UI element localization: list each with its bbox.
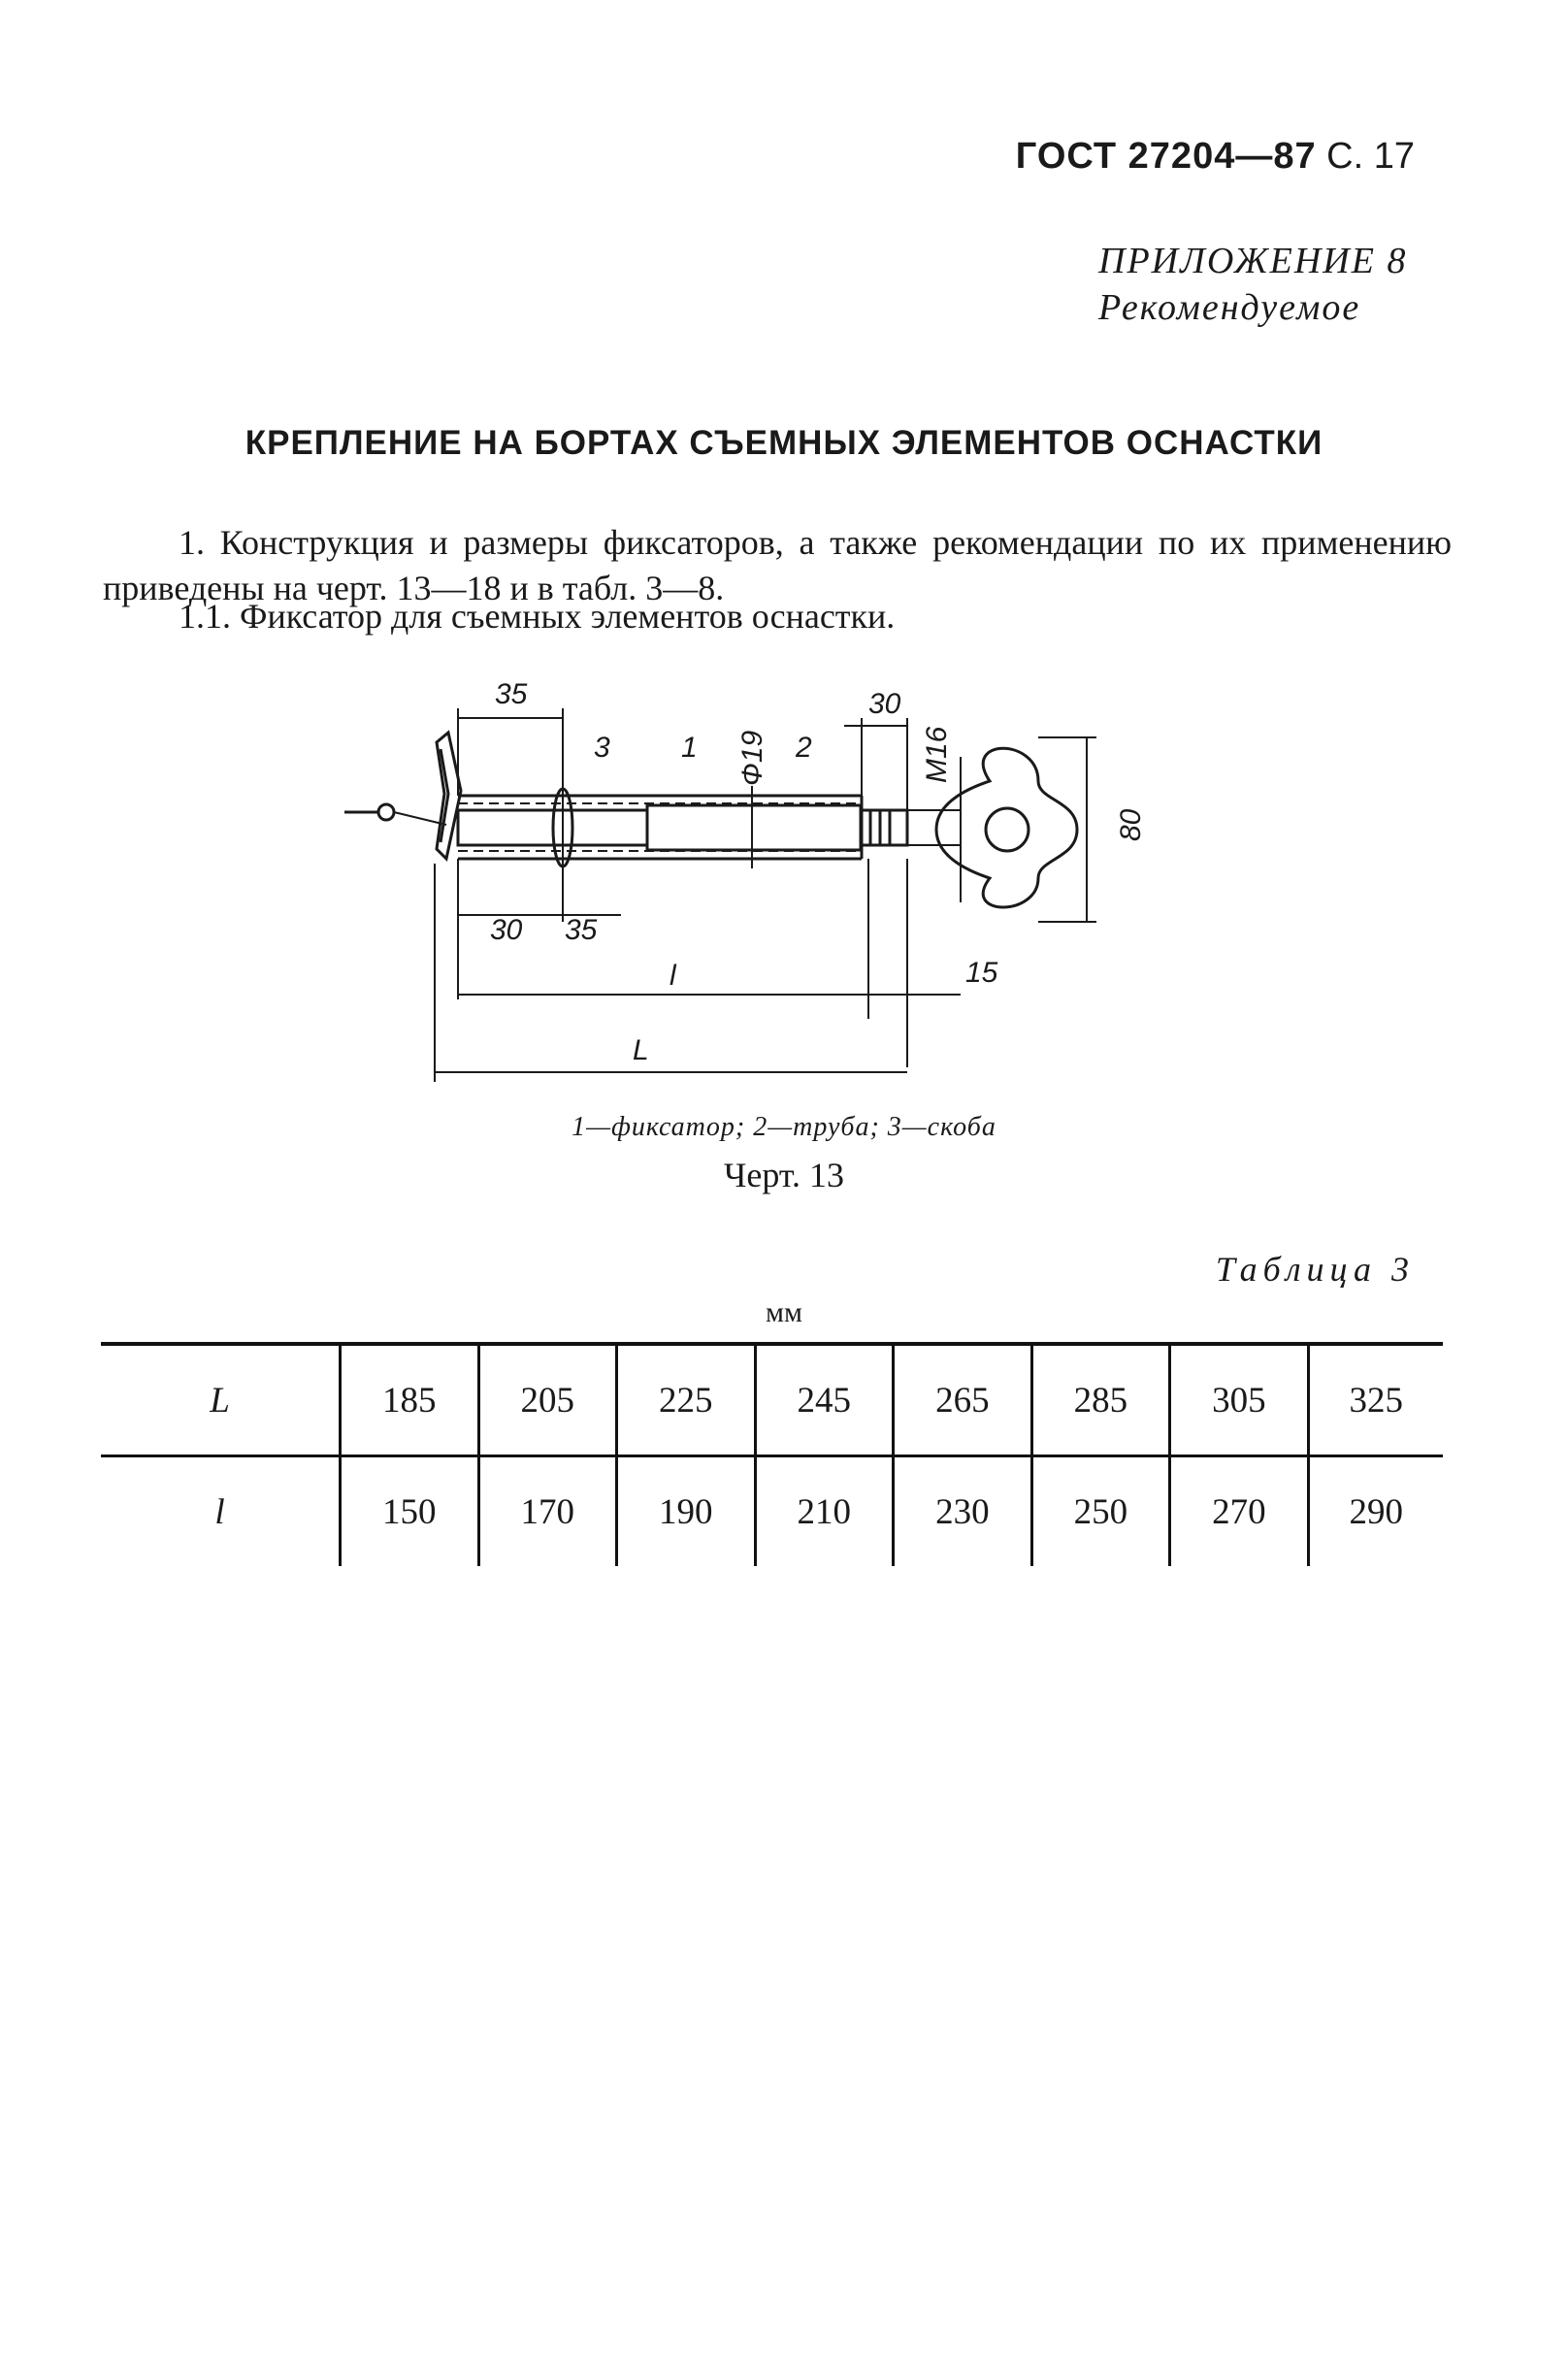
callout-3: 3 — [594, 732, 610, 764]
table-cell: 245 — [755, 1344, 894, 1456]
dim-m16: М16 — [921, 726, 953, 783]
table-cell: 185 — [341, 1344, 479, 1456]
dim-l: l — [670, 960, 676, 992]
wing-nut-front — [936, 748, 1077, 907]
standard-code: ГОСТ 27204—87 — [1015, 136, 1317, 177]
figure-caption: 1—фиксатор; 2—труба; 3—скоба — [572, 1112, 996, 1142]
dim-L: L — [633, 1034, 649, 1066]
table-unit: мм — [766, 1296, 802, 1328]
table-cell: 210 — [755, 1456, 894, 1567]
appendix-label: ПРИЛОЖЕНИЕ 8 — [1098, 241, 1408, 281]
paragraph-1-1: 1.1. Фиксатор для съемных элементов оснастки. — [179, 597, 896, 636]
leader-pointer — [344, 804, 446, 825]
callout-1: 1 — [681, 732, 698, 764]
row-header-l: l — [214, 1491, 225, 1532]
dim-35-bottom: 35 — [565, 914, 598, 946]
dim-phi19: Ф19 — [736, 730, 768, 786]
table-cell: 230 — [894, 1456, 1032, 1567]
table-cell: 285 — [1031, 1344, 1170, 1456]
dim-35-top: 35 — [495, 678, 528, 710]
dimensions-table — [101, 1342, 1443, 1566]
figure-label: Черт. 13 — [724, 1156, 844, 1194]
table-row — [101, 1456, 1443, 1567]
row-header-L: L — [101, 1344, 341, 1456]
table-cell: 150 — [341, 1456, 479, 1567]
fixator-drawing — [340, 678, 1147, 1096]
table-row — [101, 1344, 1443, 1456]
page-header — [1016, 136, 1415, 178]
table-cell: 250 — [1031, 1456, 1170, 1567]
table-cell: 270 — [1170, 1456, 1309, 1567]
dim-15: 15 — [965, 957, 998, 989]
fixator-rod — [458, 805, 907, 850]
table-label: Таблица 3 — [1215, 1250, 1415, 1289]
dim-80: 80 — [1115, 808, 1147, 841]
table-cell: 225 — [617, 1344, 756, 1456]
appendix-block — [1098, 238, 1407, 331]
section-title: КРЕПЛЕНИЕ НА БОРТАХ СЪЕМНЫХ ЭЛЕМЕНТОВ ОСНАСТКИ — [245, 424, 1323, 462]
table-cell: 290 — [1308, 1456, 1443, 1567]
dim-30-top: 30 — [868, 688, 901, 720]
table-cell: 205 — [478, 1344, 617, 1456]
callout-2: 2 — [796, 732, 812, 764]
paragraph-1: 1. Конструкция и размеры фиксаторов, а также рекомендации по их применению приведены на черт. 13—18 и в табл. 3—8. — [103, 523, 1452, 607]
appendix-status: Рекомендуемое — [1098, 287, 1361, 328]
table-cell: 305 — [1170, 1344, 1309, 1456]
table-cell: 190 — [617, 1456, 756, 1567]
page-number: С. 17 — [1326, 136, 1415, 177]
table-cell: 325 — [1308, 1344, 1443, 1456]
table-cell: 170 — [478, 1456, 617, 1567]
table-cell: 265 — [894, 1344, 1032, 1456]
dim-30-bottom: 30 — [490, 914, 523, 946]
clamp-bracket — [553, 786, 572, 873]
